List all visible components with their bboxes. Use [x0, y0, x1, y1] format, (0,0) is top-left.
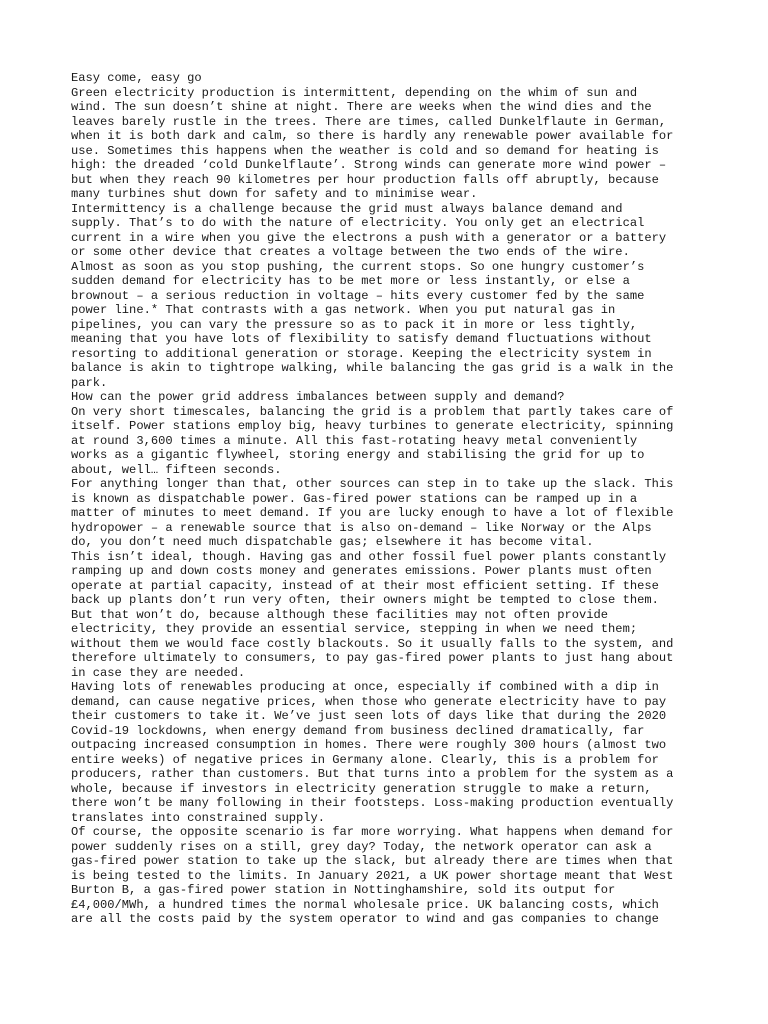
- text-line: supply. That’s to do with the nature of electricity. You only get an electrical: [71, 216, 645, 230]
- text-line: is being tested to the limits. In January 2021, a UK power shortage meant that West: [71, 868, 674, 883]
- text-line: £4,000/MWh, a hundred times the normal wholesale price. UK balancing costs, which: [71, 897, 659, 912]
- text-line: is known as dispatchable power. Gas-fired power stations can be ramped up in a: [71, 491, 638, 506]
- text-line: but when they reach 90 kilometres per hour production falls off abruptly, because: [71, 172, 659, 187]
- text-line: This isn’t ideal, though. Having gas and other fossil fuel power plants constantly: [71, 549, 667, 564]
- text-line: electricity, they provide an essential service, stepping in when we need them;: [71, 622, 638, 636]
- text-line: Having lots of renewables producing at once, especially if combined with a dip in: [71, 680, 659, 694]
- text-line: entire weeks) of negative prices in Germany alone. Clearly, this is a problem for: [71, 752, 659, 767]
- text-line: back up plants don’t run very often, their owners might be tempted to close them.: [71, 593, 659, 607]
- text-line: Almost as soon as you stop pushing, the current stops. So one hungry customer’s: [71, 259, 645, 274]
- text-line: Intermittency is a challenge because the grid must always balance demand and: [71, 201, 623, 216]
- text-line: leaves barely rustle in the trees. There are times, called Dunkelflaute in German,: [71, 114, 667, 129]
- text-line: On very short timescales, balancing the grid is a problem that partly takes care of: [71, 404, 674, 419]
- text-line: itself. Power stations employ big, heavy turbines to generate electricity, spinning: [71, 419, 674, 433]
- document-body: [71, 71, 701, 927]
- text-line: Covid-19 lockdowns, when energy demand from business declined dramatically, far: [71, 723, 645, 738]
- text-line: operate at partial capacity, instead of at their most efficient setting. If these: [71, 578, 659, 593]
- text-line: current in a wire when you give the electrons a push with a generator or a battery: [71, 230, 667, 245]
- text-line: ramping up and down costs money and generates emissions. Power plants must often: [71, 564, 652, 578]
- text-line: are all the costs paid by the system operator to wind and gas companies to change: [71, 912, 659, 926]
- text-line: sudden demand for electricity has to be met more or less instantly, or else a: [71, 274, 630, 288]
- text-line: do, you don’t need much dispatchable gas; elsewhere it has become vital.: [71, 535, 594, 549]
- text-line: outpacing increased consumption in homes. There were roughly 300 hours (almost two: [71, 738, 667, 752]
- text-line: brownout – a serious reduction in voltage – hits every customer fed by the same: [71, 288, 645, 303]
- text-line: without them we would face costly blackouts. So it usually falls to the system, and: [71, 636, 674, 651]
- text-line: power line.* That contrasts with a gas network. When you put natural gas in: [71, 303, 616, 317]
- text-line: power suddenly rises on a still, grey day? Today, the network operator can ask a: [71, 839, 652, 854]
- text-line: their customers to take it. We’ve just seen lots of days like that during the 2020: [71, 709, 667, 723]
- text-line: But that won’t do, because although these facilities may not often provide: [71, 607, 609, 622]
- text-line: park.: [71, 375, 108, 390]
- text-line: at round 3,600 times a minute. All this fast-rotating heavy metal conveniently: [71, 433, 638, 448]
- document-heading: Easy come, easy go: [71, 71, 202, 85]
- text-line: there won’t be many following in their footsteps. Loss-making production eventually: [71, 796, 674, 810]
- text-line: Green electricity production is intermittent, depending on the whim of sun and: [71, 85, 638, 100]
- text-line: therefore ultimately to consumers, to pay gas-fired power plants to just hang about: [71, 651, 674, 665]
- text-line: meaning that you have lots of flexibility to satisfy demand fluctuations without: [71, 332, 652, 346]
- text-line: Burton B, a gas-fired power station in Nottinghamshire, sold its output for: [71, 883, 616, 897]
- text-line: translates into constrained supply.: [71, 810, 326, 825]
- text-line: or some other device that creates a voltage between the two ends of the wire.: [71, 245, 630, 259]
- text-line: many turbines shut down for safety and to minimise wear.: [71, 187, 478, 201]
- text-line: For anything longer than that, other sources can step in to take up the slack. This: [71, 477, 674, 491]
- text-line: wind. The sun doesn’t shine at night. There are weeks when the wind dies and the: [71, 100, 652, 114]
- text-line: matter of minutes to meet demand. If you are lucky enough to have a lot of flexible: [71, 506, 674, 520]
- text-line: about, well… fifteen seconds.: [71, 462, 282, 477]
- text-line: pipelines, you can vary the pressure so as to pack it in more or less tightly,: [71, 317, 638, 332]
- text-line: gas-fired power station to take up the slack, but already there are times when that: [71, 854, 674, 868]
- text-line: resorting to additional generation or storage. Keeping the electricity system in: [71, 346, 652, 361]
- text-line: demand, can cause negative prices, when those who generate electricity have to pay: [71, 694, 667, 709]
- text-line: How can the power grid address imbalances between supply and demand?: [71, 390, 565, 404]
- text-line: Of course, the opposite scenario is far more worrying. What happens when demand for: [71, 825, 674, 839]
- text-line: balance is akin to tightrope walking, while balancing the gas grid is a walk in the: [71, 361, 674, 375]
- text-line: use. Sometimes this happens when the weather is cold and so demand for heating is: [71, 143, 659, 158]
- text-line: high: the dreaded ‘cold Dunkelflaute’. Strong winds can generate more wind power –: [71, 158, 667, 172]
- text-line: works as a gigantic flywheel, storing energy and stabilising the grid for up to: [71, 448, 645, 462]
- text-line: producers, rather than customers. But that turns into a problem for the system as a: [71, 767, 674, 781]
- text-line: hydropower – a renewable source that is also on-demand – like Norway or the Alps: [71, 520, 652, 535]
- text-line: whole, because if investors in electricity generation struggle to make a return,: [71, 781, 652, 796]
- text-line: in case they are needed.: [71, 665, 246, 680]
- text-line: when it is both dark and calm, so there is hardly any renewable power available for: [71, 129, 674, 143]
